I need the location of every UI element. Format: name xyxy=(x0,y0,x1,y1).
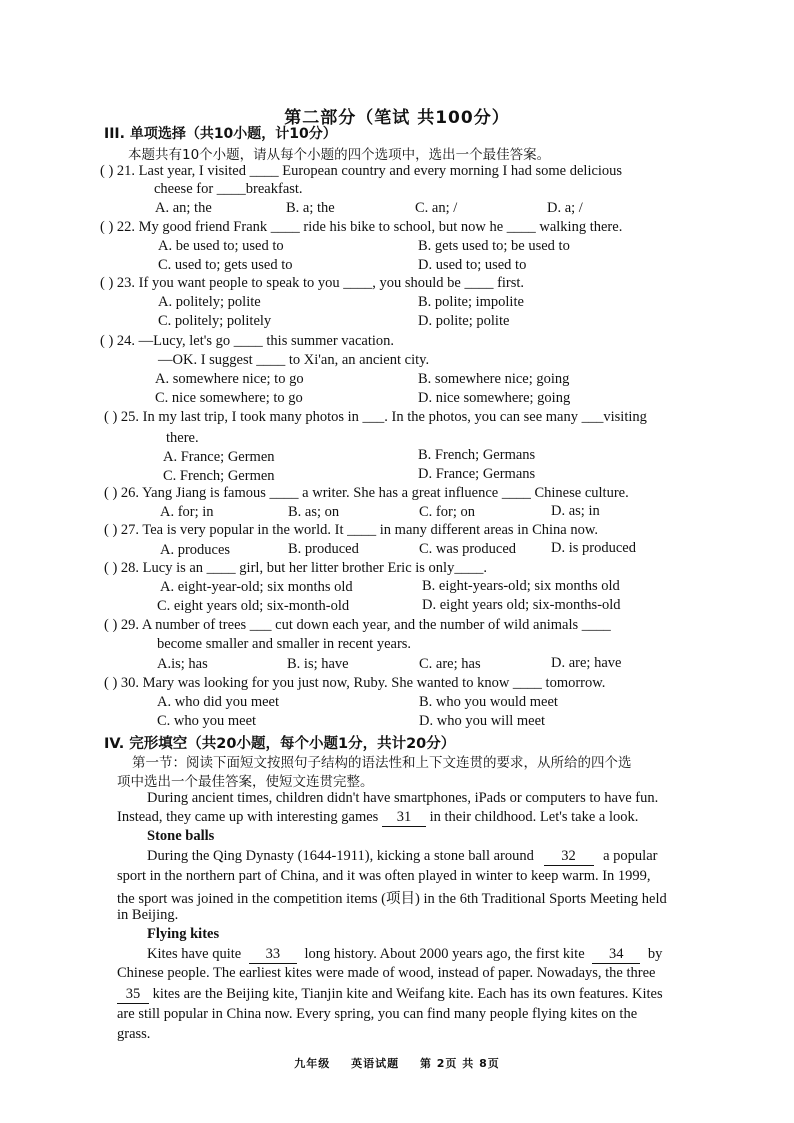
option-b: B. as; on xyxy=(288,504,340,520)
option-c: C. for; on xyxy=(419,504,475,520)
option-a: A. eight-year-old; six months old xyxy=(160,579,353,595)
passage-line: During the Qing Dynasty (1644-1911), kicking a stone ball around 32 a popular xyxy=(147,848,658,864)
option-b: B. eight-years-old; six months old xyxy=(422,578,620,594)
option-d: D. France; Germans xyxy=(418,466,536,482)
passage-line: Instead, they came up with interesting games 31 in their childhood. Let's take a look. xyxy=(117,809,639,825)
option-a: A. somewhere nice; to go xyxy=(155,371,304,387)
option-a: A. produces xyxy=(160,542,231,558)
option-d: D. polite; polite xyxy=(418,313,510,329)
option-d: D. who you will meet xyxy=(419,713,546,729)
option-c: C. French; Germen xyxy=(163,468,275,484)
option-c: C. used to; gets used to xyxy=(158,257,293,273)
passage-line: 35 kites are the Beijing kite, Tianjin kite and Weifang kite. Each has its own features. Kites xyxy=(117,986,663,1004)
option-a: A.is; has xyxy=(157,656,208,672)
blank-32[interactable]: 32 xyxy=(544,848,594,866)
section-4-instruction-line-1: 第一节：阅读下面短文按照句子结构的语法性和上下文连贯的要求，从所给的四个选 xyxy=(132,755,632,771)
page-title: 第二部分（笔试 共100分） xyxy=(284,108,510,128)
question-23: ( ) 23. If you want people to speak to you ____, you should be ____ first. xyxy=(100,275,525,291)
option-d: D. as; in xyxy=(551,503,600,519)
question-26: ( ) 26. Yang Jiang is famous ____ a writer. She has a great influence ____ Chinese culture. xyxy=(104,485,629,501)
section-4-title: IV. 完形填空（共20小题，每个小题1分，共计20分） xyxy=(104,736,456,752)
option-c: C. an; / xyxy=(415,200,458,216)
option-d: D. a; / xyxy=(547,200,583,216)
blank-35[interactable]: 35 xyxy=(117,986,149,1004)
option-b: B. who you would meet xyxy=(419,694,558,710)
section-4-instruction-line-2: 项中选出一个最佳答案，使短文连贯完整。 xyxy=(117,774,374,790)
option-d: D. used to; used to xyxy=(418,257,527,273)
option-b: B. polite; impolite xyxy=(418,294,524,310)
passage-line: sport in the northern part of China, and it was often played in winter to keep warm. In 1999, xyxy=(117,868,651,884)
footer-page-number: 第 2页 共 8页 xyxy=(419,1057,500,1070)
option-b: B. French; Germans xyxy=(418,447,536,463)
page-footer xyxy=(0,1055,794,1071)
passage-line: in Beijing. xyxy=(117,907,179,923)
option-b: B. somewhere nice; going xyxy=(418,371,570,387)
passage-line: During ancient times, children didn't have smartphones, iPads or computers to have fun. xyxy=(147,790,659,806)
option-d: D. is produced xyxy=(551,540,636,556)
question-25-continuation: there. xyxy=(166,430,199,446)
option-c: C. who you meet xyxy=(157,713,257,729)
passage-line: grass. xyxy=(117,1026,151,1042)
passage-line: Kites have quite 33 long history. About 2000 years ago, the first kite 34 by xyxy=(147,946,663,962)
option-c: C. eight years old; six-month-old xyxy=(157,598,350,614)
option-c: C. are; has xyxy=(419,656,481,672)
section-3-title: III. 单项选择（共10小题，计10分） xyxy=(104,126,337,142)
option-b: B. a; the xyxy=(286,200,335,216)
option-a: A. who did you meet xyxy=(157,694,280,710)
option-a: A. for; in xyxy=(160,504,214,520)
option-d: D. nice somewhere; going xyxy=(418,390,571,406)
question-27: ( ) 27. Tea is very popular in the world. It ____ in many different areas in China now. xyxy=(104,522,599,538)
option-c: C. was produced xyxy=(419,541,517,557)
question-stem: ( ) 21. Last year, I visited ____ European country and every morning I had some delicious xyxy=(100,163,623,179)
question-28: ( ) 28. Lucy is an ____ girl, but her litter brother Eric is only____. xyxy=(104,560,487,576)
option-b: B. gets used to; be used to xyxy=(418,238,570,254)
question-29: ( ) 29. A number of trees ___ cut down each year, and the number of wild animals ____ xyxy=(104,617,611,633)
question-24-continuation: —OK. I suggest ____ to Xi'an, an ancient city. xyxy=(158,352,430,368)
passage-line: are still popular in China now. Every spring, you can find many people flying kites on the xyxy=(117,1006,638,1022)
footer-grade: 九年级 xyxy=(294,1057,331,1070)
option-c: C. politely; politely xyxy=(158,313,272,329)
question-30: ( ) 30. Mary was looking for you just now, Ruby. She wanted to know ____ tomorrow. xyxy=(104,675,606,691)
blank-33[interactable]: 33 xyxy=(249,946,297,964)
subheading-flying-kites: Flying kites xyxy=(147,926,220,942)
option-b: B. is; have xyxy=(287,656,349,672)
option-a: A. France; Germen xyxy=(163,449,275,465)
question-22: ( ) 22. My good friend Frank ____ ride his bike to school, but now he ____ walking there. xyxy=(100,219,623,235)
subheading-stone-balls: Stone balls xyxy=(147,828,215,844)
question-24: ( ) 24. —Lucy, let's go ____ this summer vacation. xyxy=(100,333,395,349)
question-29-continuation: become smaller and smaller in recent years. xyxy=(157,636,412,652)
passage-line: Chinese people. The earliest kites were made of wood, instead of paper. Nowadays, the three xyxy=(117,965,656,981)
footer-subject: 英语试题 xyxy=(351,1057,400,1070)
option-c: C. nice somewhere; to go xyxy=(155,390,303,406)
option-b: B. produced xyxy=(288,541,359,557)
option-d: D. are; have xyxy=(551,655,622,671)
passage-line: the sport was joined in the competition items (项目) in the 6th Traditional Sports Meeting held xyxy=(117,891,667,907)
option-a: A. an; the xyxy=(155,200,212,216)
option-a: A. politely; polite xyxy=(158,294,261,310)
option-d: D. eight years old; six-months-old xyxy=(422,597,621,613)
question-continuation: cheese for ____breakfast. xyxy=(154,181,303,197)
question-25: ( ) 25. In my last trip, I took many photos in ___. In the photos, you can see many ___visiting xyxy=(104,409,647,425)
section-3-instruction: 本题共有10个小题，请从每个小题的四个选项中，选出一个最佳答案。 xyxy=(128,147,551,163)
blank-31[interactable]: 31 xyxy=(382,809,426,827)
blank-34[interactable]: 34 xyxy=(592,946,640,964)
option-a: A. be used to; used to xyxy=(158,238,284,254)
